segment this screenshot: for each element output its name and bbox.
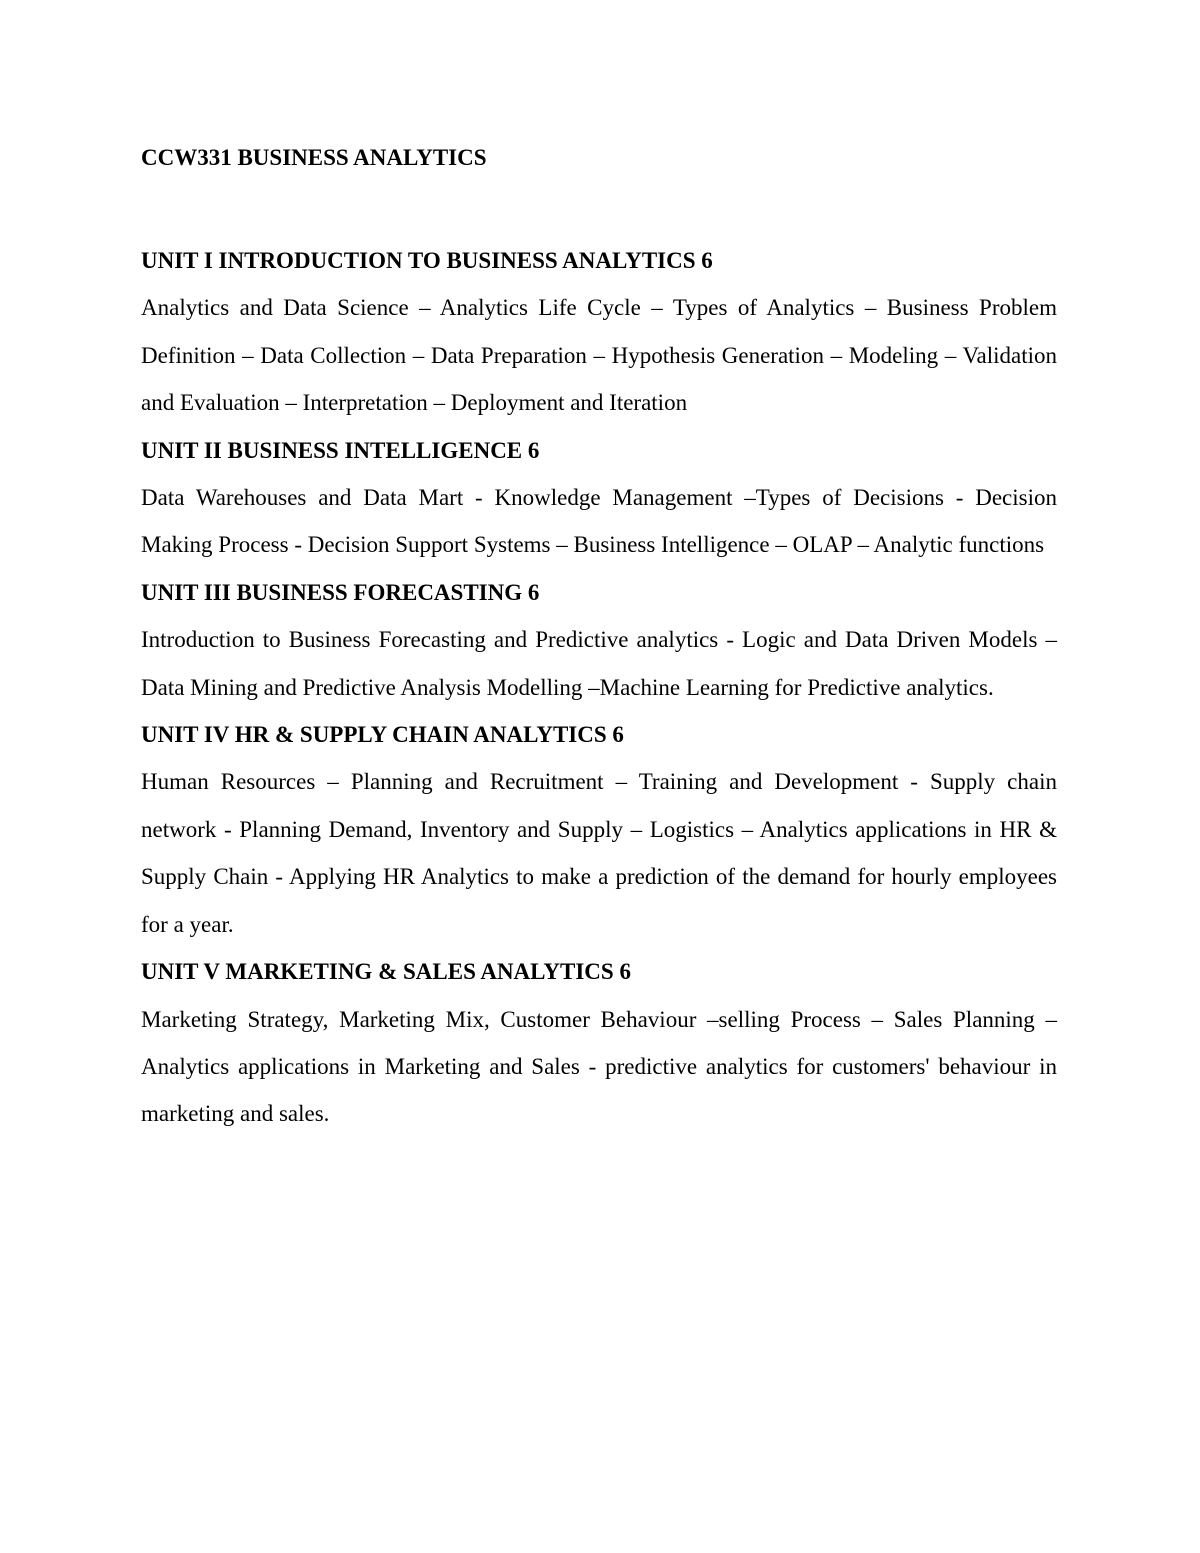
unit-3-description: Introduction to Business Forecasting and Predictive analytics - Logic and Data Driven Models –Data Mining and Predictive Analysis Modelling –Machine Learning for Predictive analytics. [141, 627, 1057, 700]
unit-5-description: Marketing Strategy, Marketing Mix, Customer Behaviour –selling Process – Sales Planning – Analytics applications in Marketing and Sales - predictive analytics for customers' behaviour in marketing and sales. [141, 1006, 1057, 1127]
unit-3-section [141, 569, 1057, 711]
unit-1-description: Analytics and Data Science – Analytics Life Cycle – Types of Analytics – Business Problem Definition – Data Collection – Data Preparation – Hypothesis Generation – Modeling – Validation and Evaluation – Interpretation – Deployment and Iteration [141, 295, 1057, 416]
unit-2-heading: UNIT II BUSINESS INTELLIGENCE 6 [141, 437, 540, 463]
unit-4-section [141, 711, 1057, 948]
unit-4-description: Human Resources – Planning and Recruitment – Training and Development - Supply chain network - Planning Demand, Inventory and Supply – Logistics – Analytics applications in HR & Supply Chain - Applying HR Analytics to make a prediction of the demand for hourly employees for a year. [141, 769, 1057, 937]
unit-5-heading: UNIT V MARKETING & SALES ANALYTICS 6 [141, 959, 631, 985]
unit-2-section [141, 427, 1057, 569]
unit-5-section [141, 948, 1057, 1138]
unit-1-section [141, 237, 1057, 427]
unit-3-heading: UNIT III BUSINESS FORECASTING 6 [141, 579, 540, 605]
document-title: CCW331 BUSINESS ANALYTICS [141, 145, 487, 170]
unit-2-description: Data Warehouses and Data Mart - Knowledge Management –Types of Decisions - Decision Making Process - Decision Support Systems – Business Intelligence – OLAP – Analytic functions [141, 485, 1057, 558]
unit-4-heading: UNIT IV HR & SUPPLY CHAIN ANALYTICS 6 [141, 722, 624, 748]
syllabus-content [141, 237, 1057, 1138]
unit-1-heading: UNIT I INTRODUCTION TO BUSINESS ANALYTICS 6 [141, 248, 713, 273]
